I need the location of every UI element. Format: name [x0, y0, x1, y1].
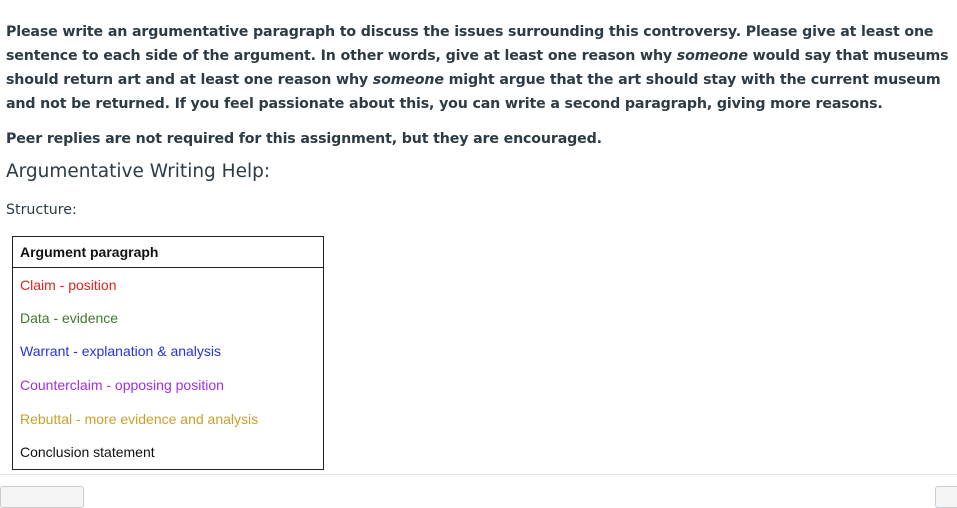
previous-button[interactable]	[0, 486, 84, 508]
table-row	[13, 402, 324, 436]
structure-item-claim: Claim - position	[13, 268, 324, 302]
instructions-emphasis-1: someone	[676, 48, 748, 64]
table-header-cell: Argument paragraph	[13, 237, 324, 268]
table-row	[13, 301, 324, 335]
argumentative-help-heading: Argumentative Writing Help:	[6, 161, 271, 182]
structure-item-data: Data - evidence	[13, 301, 324, 335]
instructions-text-3: might argue that the art should stay with the current museum and not be returned. If you feel passionate about this, you can write a second paragraph, giving more reasons.	[6, 72, 941, 112]
table-row	[13, 368, 324, 402]
assignment-description	[6, 20, 954, 220]
instructions-text-2: would say that museums should return art and at least one reason why	[6, 48, 949, 88]
table-row	[13, 335, 324, 369]
instructions-emphasis-2: someone	[372, 72, 444, 88]
table-row	[13, 435, 324, 469]
structure-item-rebuttal: Rebuttal - more evidence and analysis	[13, 402, 324, 436]
instructions-paragraph	[6, 20, 954, 116]
table-header-row	[13, 237, 324, 268]
structure-item-counterclaim: Counterclaim - opposing position	[13, 368, 324, 402]
section-divider	[0, 474, 957, 475]
table-row	[13, 268, 324, 302]
structure-item-conclusion: Conclusion statement	[13, 435, 324, 469]
peer-replies-note: Peer replies are not required for this assignment, but they are encouraged.	[6, 131, 602, 147]
structure-item-warrant: Warrant - explanation & analysis	[13, 335, 324, 369]
structure-label: Structure:	[6, 202, 77, 218]
next-button[interactable]	[935, 486, 957, 508]
instructions-text-1: Please write an argumentative paragraph to discuss the issues surrounding this controversy. Please give at least one sentence to each side of the argument. In other words, give at least one reason why	[6, 24, 934, 64]
argument-structure-table	[12, 236, 324, 470]
